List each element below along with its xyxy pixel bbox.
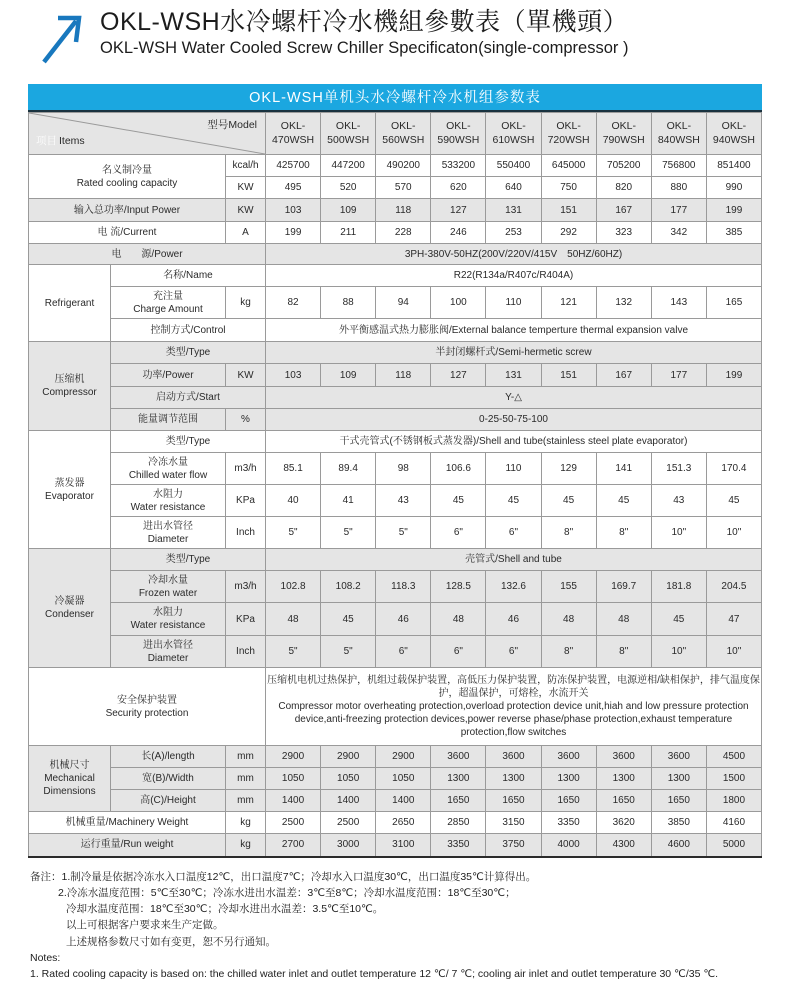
note-line: 2.冷冻水温度范围：5℃至30℃；冷冻水进出水温差：3℃至8℃；冷却水温度范围：18℃至30℃；	[30, 885, 770, 901]
value-cell: 151	[541, 199, 596, 222]
note-line: Notes:	[30, 950, 770, 966]
value-cell: 2900	[376, 746, 431, 768]
model-column-header: OKL- 840WSH	[651, 113, 706, 155]
value-cell: 4500	[706, 746, 761, 768]
unit-cell: KPa	[226, 485, 266, 517]
value-cell: 8"	[541, 517, 596, 549]
value-cell: 177	[651, 199, 706, 222]
row-label-power-supply: 电 源/Power	[29, 244, 266, 265]
corner-cell	[29, 113, 266, 155]
value-cell: R22(R134a/R407c/R404A)	[266, 265, 762, 287]
value-cell: 151.3	[651, 453, 706, 485]
value-cell: 199	[266, 222, 321, 244]
value-cell: 1050	[266, 768, 321, 790]
model-column-header: OKL- 610WSH	[486, 113, 541, 155]
row-label: 能量调节范围	[111, 409, 226, 431]
value-cell: 1300	[486, 768, 541, 790]
value-cell: 1800	[706, 790, 761, 812]
value-cell: 94	[376, 287, 431, 319]
value-cell: 199	[706, 199, 761, 222]
value-cell: 323	[596, 222, 651, 244]
value-cell: 半封闭螺杆式/Semi-hermetic screw	[266, 342, 762, 364]
group-label-compressor: 压缩机 Compressor	[29, 342, 111, 431]
unit-cell: kg	[226, 834, 266, 857]
value-cell: 880	[651, 177, 706, 199]
value-cell: 108.2	[321, 571, 376, 603]
model-header: 型号Model	[207, 119, 257, 133]
table-row	[29, 431, 762, 453]
value-cell: 41	[321, 485, 376, 517]
table-banner: OKL-WSH单机头水冷螺杆冷水机组参数表	[28, 84, 762, 112]
unit-cell: kg	[226, 287, 266, 319]
unit-cell: Inch	[226, 517, 266, 549]
row-label: 名称/Name	[111, 265, 266, 287]
table-row	[29, 453, 762, 485]
group-label-condenser: 冷凝器 Condenser	[29, 549, 111, 668]
value-cell: 48	[266, 603, 321, 636]
value-cell: 750	[541, 177, 596, 199]
table-row	[29, 155, 762, 177]
value-cell: 3600	[651, 746, 706, 768]
value-cell: 425700	[266, 155, 321, 177]
value-cell: 167	[596, 199, 651, 222]
value-cell: 292	[541, 222, 596, 244]
value-cell: 211	[321, 222, 376, 244]
value-cell: 4300	[596, 834, 651, 857]
value-cell: 3750	[486, 834, 541, 857]
row-label: 控制方式/Control	[111, 319, 266, 342]
table-row	[29, 790, 762, 812]
value-cell: 10"	[706, 636, 761, 668]
value-cell: 干式壳管式(不锈钢板式蒸发器)/Shell and tube(stainless steel plate evaporator)	[266, 431, 762, 453]
note-line: 以上可根据客户要求来生产定做。	[30, 917, 770, 933]
value-cell: 8"	[596, 636, 651, 668]
value-cell: 127	[431, 364, 486, 387]
unit-cell: %	[226, 409, 266, 431]
value-cell: 2650	[376, 812, 431, 834]
table-row	[29, 364, 762, 387]
row-label: 长(A)/length	[111, 746, 226, 768]
value-cell: 5000	[706, 834, 761, 857]
row-label: 充注量 Charge Amount	[111, 287, 226, 319]
value-cell: 1400	[266, 790, 321, 812]
value-cell: 46	[486, 603, 541, 636]
table-row	[29, 485, 762, 517]
value-cell: 131	[486, 199, 541, 222]
value-cell: 47	[706, 603, 761, 636]
row-label: 高(C)/Height	[111, 790, 226, 812]
value-cell: 490200	[376, 155, 431, 177]
value-cell: 6"	[431, 636, 486, 668]
value-cell: 118	[376, 364, 431, 387]
value-cell: 4160	[706, 812, 761, 834]
value-cell: 342	[651, 222, 706, 244]
value-cell: 2500	[266, 812, 321, 834]
value-cell: 620	[431, 177, 486, 199]
page-title-en: OKL-WSH Water Cooled Screw Chiller Specificaton(single-compressor )	[100, 39, 790, 58]
page-title-zh: OKL-WSH水冷螺杆冷水機組參數表（單機頭）	[100, 8, 790, 37]
table-row	[29, 287, 762, 319]
value-cell: 447200	[321, 155, 376, 177]
row-label-run-weight: 运行重量/Run weight	[29, 834, 226, 857]
value-cell: 45	[541, 485, 596, 517]
value-cell: 204.5	[706, 571, 761, 603]
unit-cell: KW	[226, 199, 266, 222]
value-cell: 6"	[431, 517, 486, 549]
row-label-current: 电 流/Current	[29, 222, 226, 244]
unit-cell: mm	[226, 790, 266, 812]
value-cell: 1300	[431, 768, 486, 790]
value-cell: 5"	[266, 517, 321, 549]
table-row	[29, 265, 762, 287]
table-row	[29, 571, 762, 603]
value-cell: 756800	[651, 155, 706, 177]
unit-cell: m3/h	[226, 571, 266, 603]
unit-cell: mm	[226, 768, 266, 790]
value-cell: 106.6	[431, 453, 486, 485]
table-row	[29, 812, 762, 834]
value-cell: 10"	[706, 517, 761, 549]
note-line: 冷却水温度范围：18℃至30℃；冷却水进出水温差：3.5℃至10℃。	[30, 901, 770, 917]
value-cell: 1400	[321, 790, 376, 812]
table-row	[29, 387, 762, 409]
value-cell: 3000	[321, 834, 376, 857]
value-cell: 132	[596, 287, 651, 319]
value-cell: 151	[541, 364, 596, 387]
model-column-header: OKL- 940WSH	[706, 113, 761, 155]
value-cell: 0-25-50-75-100	[266, 409, 762, 431]
value-cell: 100	[431, 287, 486, 319]
value-cell: 3850	[651, 812, 706, 834]
value-cell: 127	[431, 199, 486, 222]
value-cell: 3100	[376, 834, 431, 857]
value-cell: 5"	[376, 517, 431, 549]
unit-cell: m3/h	[226, 453, 266, 485]
value-cell: Y-△	[266, 387, 762, 409]
value-cell: 6"	[486, 517, 541, 549]
value-cell: 3150	[486, 812, 541, 834]
value-cell: 45	[431, 485, 486, 517]
value-cell: 570	[376, 177, 431, 199]
table-row	[29, 244, 762, 265]
unit-cell: KW	[226, 177, 266, 199]
value-cell: 199	[706, 364, 761, 387]
value-cell: 253	[486, 222, 541, 244]
value-cell: 4000	[541, 834, 596, 857]
value-cell: 45	[651, 603, 706, 636]
footnotes	[30, 869, 770, 982]
value-cell: 48	[541, 603, 596, 636]
value-cell: 45	[706, 485, 761, 517]
value-cell: 6"	[486, 636, 541, 668]
value-cell: 167	[596, 364, 651, 387]
row-label: 水阻力 Water resistance	[111, 603, 226, 636]
value-cell: 2900	[321, 746, 376, 768]
note-line: 1. Rated cooling capacity is based on: the chilled water inlet and outlet temperature 12 ℃/ 7 ℃; cooling air inlet and outlet temperature 30 ℃/35 ℃.	[30, 966, 770, 982]
value-cell: 82	[266, 287, 321, 319]
value-cell: 645000	[541, 155, 596, 177]
value-cell: 10"	[651, 636, 706, 668]
value-cell: 40	[266, 485, 321, 517]
value-cell: 181.8	[651, 571, 706, 603]
row-label: 冷却水量 Frozen water	[111, 571, 226, 603]
model-column-header: OKL- 470WSH	[266, 113, 321, 155]
value-cell: 3PH-380V-50HZ(200V/220V/415V 50HZ/60HZ)	[266, 244, 762, 265]
model-column-header: OKL- 720WSH	[541, 113, 596, 155]
unit-cell: mm	[226, 746, 266, 768]
table-row	[29, 222, 762, 244]
group-label-evaporator: 蒸发器 Evaporator	[29, 431, 111, 549]
row-label: 进出水管径 Diameter	[111, 517, 226, 549]
value-cell: 246	[431, 222, 486, 244]
value-cell: 4600	[651, 834, 706, 857]
value-cell: 6"	[376, 636, 431, 668]
value-cell: 705200	[596, 155, 651, 177]
table-row	[29, 636, 762, 668]
note-line: 备注：1.制冷量是依据冷冻水入口温度12℃，出口温度7℃；冷却水入口温度30℃，出口温度35℃计算得出。	[30, 869, 770, 885]
value-cell: 1300	[651, 768, 706, 790]
value-cell: 1650	[541, 790, 596, 812]
value-cell: 外平衡感温式热力膨胀阀/External balance temperture thermal expansion valve	[266, 319, 762, 342]
table-row	[29, 768, 762, 790]
value-cell: 8"	[541, 636, 596, 668]
value-cell: 1400	[376, 790, 431, 812]
model-column-header: OKL- 790WSH	[596, 113, 651, 155]
unit-cell: KPa	[226, 603, 266, 636]
table-row	[29, 319, 762, 342]
row-label: 类型/Type	[111, 342, 266, 364]
value-cell: 1300	[541, 768, 596, 790]
value-cell: 128.5	[431, 571, 486, 603]
value-cell: 3600	[486, 746, 541, 768]
unit-cell: kcal/h	[226, 155, 266, 177]
value-cell: 2850	[431, 812, 486, 834]
table-row	[29, 603, 762, 636]
value-cell: 169.7	[596, 571, 651, 603]
value-cell: 550400	[486, 155, 541, 177]
value-cell: 118	[376, 199, 431, 222]
value-cell: 3620	[596, 812, 651, 834]
value-cell: 495	[266, 177, 321, 199]
value-cell: 43	[376, 485, 431, 517]
value-cell: 2700	[266, 834, 321, 857]
value-cell: 640	[486, 177, 541, 199]
spec-table	[28, 112, 762, 858]
value-cell: 533200	[431, 155, 486, 177]
row-label: 功率/Power	[111, 364, 226, 387]
group-label-refrigerant: Refrigerant	[29, 265, 111, 342]
security-protection-description: 压缩机电机过热保护，机组过载保护装置，高低压力保护装置，防冻保护装置，电源逆相/缺相保护，排气温度保护，超温保护，可熔栓，水流开关 Compressor motor overheating protection,overload protection device unit,hiah and low pressure protection device,anti-freezing protection devices,power reverse phase/phase protection,exhaust temperature protection,flow switches	[266, 668, 762, 746]
document-header	[0, 0, 790, 78]
table-row	[29, 342, 762, 364]
value-cell: 8"	[596, 517, 651, 549]
value-cell: 102.8	[266, 571, 321, 603]
note-line: 上述规格参数尺寸如有变更，恕不另行通知。	[30, 934, 770, 950]
value-cell: 5"	[266, 636, 321, 668]
group-label-mechanical-dimensions: 机械尺寸 Mechanical Dimensions	[29, 746, 111, 812]
row-label-machinery-weight: 机械重量/Machinery Weight	[29, 812, 226, 834]
value-cell: 2500	[321, 812, 376, 834]
row-label-security-protection: 安全保护装置 Security protection	[29, 668, 266, 746]
row-label: 冷冻水量 Chilled water flow	[111, 453, 226, 485]
table-row	[29, 834, 762, 857]
value-cell: 177	[651, 364, 706, 387]
value-cell: 1050	[321, 768, 376, 790]
value-cell: 1300	[596, 768, 651, 790]
value-cell: 88	[321, 287, 376, 319]
value-cell: 45	[486, 485, 541, 517]
table-row	[29, 746, 762, 768]
value-cell: 43	[651, 485, 706, 517]
row-label: 类型/Type	[111, 431, 266, 453]
value-cell: 143	[651, 287, 706, 319]
value-cell: 155	[541, 571, 596, 603]
value-cell: 132.6	[486, 571, 541, 603]
value-cell: 165	[706, 287, 761, 319]
value-cell: 3600	[431, 746, 486, 768]
value-cell: 820	[596, 177, 651, 199]
value-cell: 109	[321, 199, 376, 222]
value-cell: 1650	[431, 790, 486, 812]
value-cell: 1650	[651, 790, 706, 812]
unit-cell: Inch	[226, 636, 266, 668]
value-cell: 129	[541, 453, 596, 485]
value-cell: 46	[376, 603, 431, 636]
arrow-up-right-icon	[38, 10, 90, 66]
value-cell: 121	[541, 287, 596, 319]
row-label: 类型/Type	[111, 549, 266, 571]
value-cell: 1500	[706, 768, 761, 790]
value-cell: 3350	[541, 812, 596, 834]
value-cell: 118.3	[376, 571, 431, 603]
value-cell: 98	[376, 453, 431, 485]
value-cell: 89.4	[321, 453, 376, 485]
value-cell: 85.1	[266, 453, 321, 485]
value-cell: 141	[596, 453, 651, 485]
row-label-rated-cooling-capacity: 名义制冷量 Rated cooling capacity	[29, 155, 226, 199]
model-column-header: OKL- 500WSH	[321, 113, 376, 155]
value-cell: 48	[596, 603, 651, 636]
table-row	[29, 517, 762, 549]
value-cell: 1650	[596, 790, 651, 812]
row-label-input-power: 输入总功率/Input Power	[29, 199, 226, 222]
value-cell: 45	[596, 485, 651, 517]
value-cell: 壳管式/Shell and tube	[266, 549, 762, 571]
value-cell: 45	[321, 603, 376, 636]
value-cell: 851400	[706, 155, 761, 177]
row-label: 进出水管径 Diameter	[111, 636, 226, 668]
table-row	[29, 199, 762, 222]
value-cell: 385	[706, 222, 761, 244]
value-cell: 3600	[596, 746, 651, 768]
value-cell: 170.4	[706, 453, 761, 485]
unit-cell: kg	[226, 812, 266, 834]
value-cell: 990	[706, 177, 761, 199]
value-cell: 110	[486, 453, 541, 485]
value-cell: 1050	[376, 768, 431, 790]
value-cell: 3600	[541, 746, 596, 768]
table-row	[29, 549, 762, 571]
value-cell: 103	[266, 199, 321, 222]
value-cell: 109	[321, 364, 376, 387]
value-cell: 1650	[486, 790, 541, 812]
unit-cell: A	[226, 222, 266, 244]
model-column-header: OKL- 590WSH	[431, 113, 486, 155]
value-cell: 5"	[321, 517, 376, 549]
items-header: 项目 Items	[36, 135, 85, 149]
model-column-header: OKL- 560WSH	[376, 113, 431, 155]
table-header-row	[29, 113, 762, 155]
value-cell: 228	[376, 222, 431, 244]
unit-cell: KW	[226, 364, 266, 387]
row-label: 启动方式/Start	[111, 387, 266, 409]
value-cell: 48	[431, 603, 486, 636]
value-cell: 10"	[651, 517, 706, 549]
value-cell: 110	[486, 287, 541, 319]
value-cell: 3350	[431, 834, 486, 857]
value-cell: 2900	[266, 746, 321, 768]
value-cell: 520	[321, 177, 376, 199]
row-label: 宽(B)/Width	[111, 768, 226, 790]
value-cell: 103	[266, 364, 321, 387]
value-cell: 131	[486, 364, 541, 387]
value-cell: 5"	[321, 636, 376, 668]
table-row	[29, 409, 762, 431]
row-label: 水阻力 Water resistance	[111, 485, 226, 517]
table-row	[29, 668, 762, 746]
